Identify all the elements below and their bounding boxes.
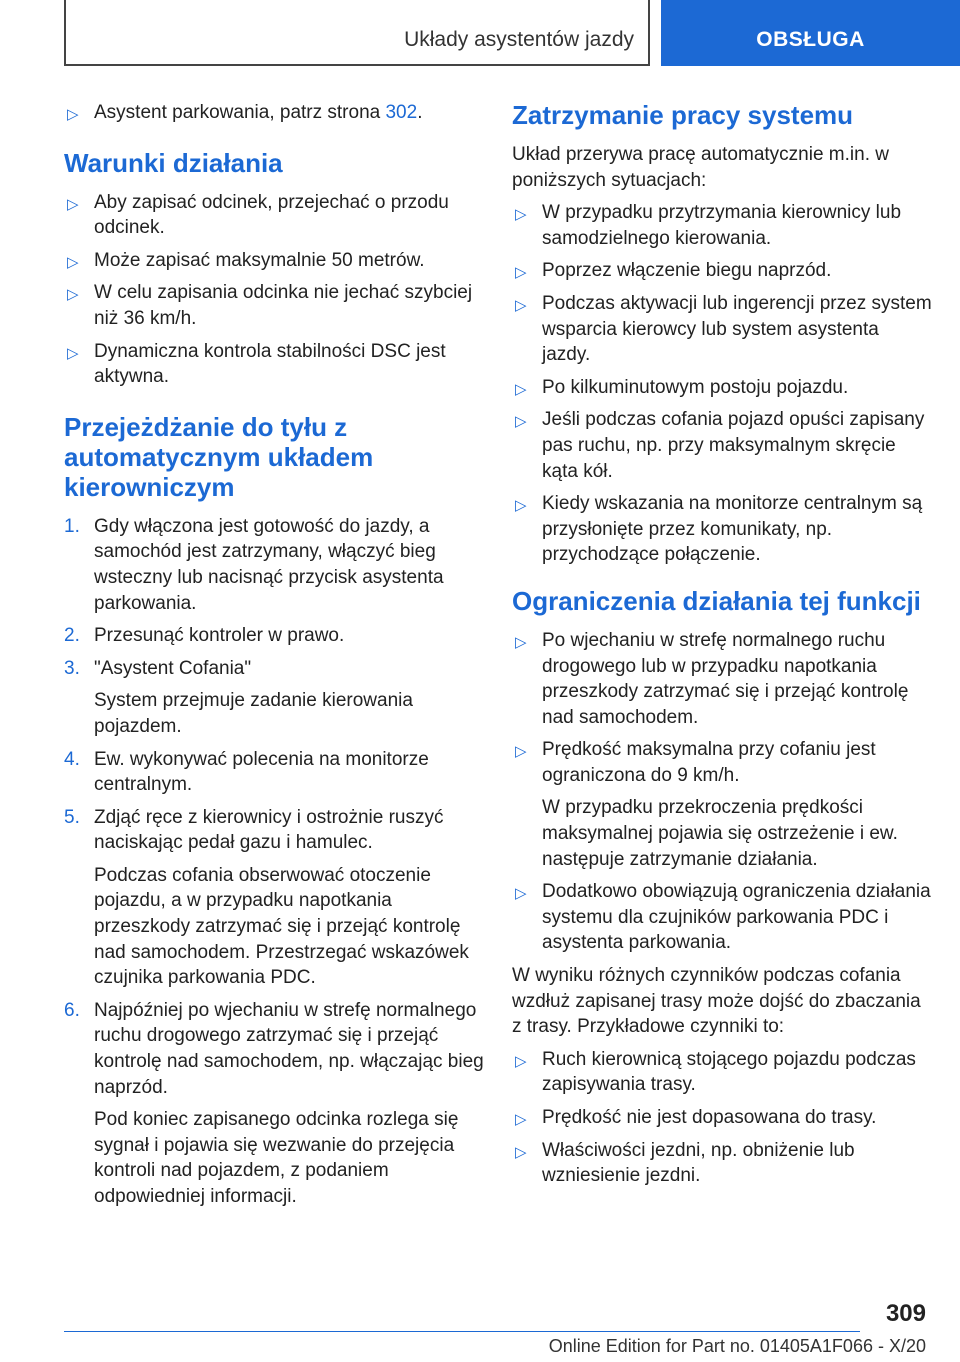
bullet-triangle-icon: ▷: [67, 106, 79, 123]
list-item: ▷ Może zapisać maksymalnie 50 metrów.: [64, 248, 484, 274]
left-column: [64, 100, 484, 1217]
heading-system-stop: Zatrzymanie pracy systemu: [512, 100, 854, 130]
step-note: Pod koniec zapisanego odcinka rozlega się sygnał i pojawia się wezwanie do przejęcia kontroli nad pojazdem, z podaniem odpowiedniej informacji.: [94, 1109, 459, 1207]
list-item: ▷ Kiedy wskazania na monitorze centralnym są przysłonięte przez komunikaty, np. przychodzące połączenie.: [515, 493, 923, 566]
step-number: 6.: [64, 999, 80, 1021]
page-link[interactable]: 302: [385, 102, 418, 123]
heading-limitations: Ograniczenia działania tej funkcji: [512, 585, 921, 616]
edition-footer: Online Edition for Part no. 01405A1F066 - X/20: [548, 1336, 926, 1356]
bullet-triangle-icon: ▷: [515, 206, 527, 224]
paragraph: W wyniku różnych czynników podczas cofania wzdłuż zapisanej trasy może dojść do zbaczania z trasy. Przykładowe czynniki to:: [512, 965, 921, 1038]
header-section-title: Układy asystentów jazdy: [404, 28, 634, 51]
step-number: 2.: [64, 625, 80, 647]
list-item: ▷ Asystent parkowania, patrz strona 302.: [64, 100, 484, 126]
list-item: ▷ Właściwości jezdni, np. obniżenie lub wzniesienie jezdni.: [515, 1139, 855, 1187]
list-item: ▷ Prędkość nie jest dopasowana do trasy.: [512, 1105, 932, 1131]
header-chapter-tab[interactable]: OBSŁUGA: [661, 0, 960, 66]
step-number: 4.: [64, 748, 80, 770]
bullet-triangle-icon: ▷: [515, 497, 527, 515]
bullet-triangle-icon: ▷: [67, 195, 79, 213]
step-item: 3. "Asystent Cofania": [64, 656, 484, 682]
bullet-triangle-icon: ▷: [515, 413, 527, 431]
step-item: 5. Zdjąć ręce z kierownicy i ostrożnie ruszyć naciskając pedał gazu i hamulec.: [64, 806, 444, 854]
step-note: Podczas cofania obserwować otoczenie pojazdu, a w przypadku napotkania przeszkody zatrzymać się i przejąć kontrolę nad samochodem. Przestrzegać wskazówek czujnika parkowania PDC.: [94, 864, 469, 989]
list-item: ▷ W celu zapisania odcinka nie jechać szybciej niż 36 km/h.: [67, 282, 473, 329]
heading-conditions: Warunki działania: [64, 147, 283, 178]
step-note: System przejmuje zadanie kierowania pojazdem.: [94, 690, 413, 737]
footer-divider: [64, 1331, 860, 1332]
list-item: ▷ Dynamiczna kontrola stabilności DSC jest aktywna.: [67, 340, 446, 388]
list-item: ▷ Poprzez włączenie biegu naprzód.: [512, 258, 932, 284]
list-item: ▷ Ruch kierownicą stojącego pojazdu podczas zapisywania trasy.: [515, 1048, 916, 1096]
list-item: ▷ Prędkość maksymalna przy cofaniu jest ograniczona do 9 km/h.: [515, 739, 876, 786]
list-item: ▷ W przypadku przytrzymania kierownicy lub samodzielnego kierowania.: [515, 202, 902, 249]
heading-reverse-assist: Przejeżdżanie do tyłu z automatycznym układem kierowniczym: [64, 411, 374, 502]
header-bar: [64, 0, 650, 66]
list-item: ▷ Podczas aktywacji lub ingerencji przez system wsparcia kierowcy lub system asystenta jazdy.: [515, 292, 932, 366]
bullet-triangle-icon: ▷: [515, 633, 527, 651]
bullet-triangle-icon: ▷: [515, 743, 527, 761]
step-number: 5.: [64, 806, 80, 828]
step-number: 1.: [64, 515, 80, 537]
paragraph: Układ przerywa pracę automatycznie m.in. w poniższych sytuacjach:: [512, 144, 889, 191]
bullet-triangle-icon: ▷: [515, 885, 527, 903]
bullet-triangle-icon: ▷: [515, 1143, 527, 1161]
bullet-triangle-icon: ▷: [515, 296, 527, 314]
list-note: W przypadku przekroczenia prędkości maksymalnej pojawia się ostrzeżenie i ew. następuje zatrzymanie działania.: [542, 797, 898, 870]
bullet-triangle-icon: ▷: [515, 264, 527, 282]
list-item: ▷ Po wjechaniu w strefę normalnego ruchu drogowego lub w przypadku napotkania przeszkody zatrzymać się i przejąć kontrolę nad samochodem.: [515, 629, 909, 728]
bullet-triangle-icon: ▷: [67, 253, 79, 271]
bullet-triangle-icon: ▷: [67, 286, 79, 304]
step-item: 2. Przesunąć kontroler w prawo.: [64, 623, 484, 649]
step-number: 3.: [64, 657, 80, 679]
step-item: 6. Najpóźniej po wjechaniu w strefę normalnego ruchu drogowego zatrzymać się i przejąć kontrolę nad samochodem, np. włączając bieg naprzód.: [64, 999, 484, 1098]
step-item: 1. Gdy włączona jest gotowość do jazdy, a samochód jest zatrzymany, włączyć bieg wsteczny lub nacisnąć przycisk asystenta parkowania.: [64, 515, 444, 614]
step-item: 4. Ew. wykonywać polecenia na monitorze centralnym.: [64, 748, 429, 796]
bullet-triangle-icon: ▷: [515, 380, 527, 398]
list-item: ▷ Aby zapisać odcinek, przejechać o przodu odcinek.: [67, 191, 449, 239]
list-item: ▷ Jeśli podczas cofania pojazd opuści zapisany pas ruchu, np. przy maksymalnym skręcie kąta kół.: [515, 409, 925, 482]
bullet-triangle-icon: ▷: [67, 344, 79, 362]
right-column: [512, 100, 932, 1196]
bullet-triangle-icon: ▷: [515, 1052, 527, 1070]
bullet-triangle-icon: ▷: [515, 1111, 527, 1128]
list-item: ▷ Dodatkowo obowiązują ograniczenia działania systemu dla czujników parkowania PDC i asystenta parkowania.: [515, 881, 931, 954]
list-item: ▷ Po kilkuminutowym postoju pojazdu.: [512, 375, 932, 401]
page-number: 309: [885, 1300, 926, 1327]
